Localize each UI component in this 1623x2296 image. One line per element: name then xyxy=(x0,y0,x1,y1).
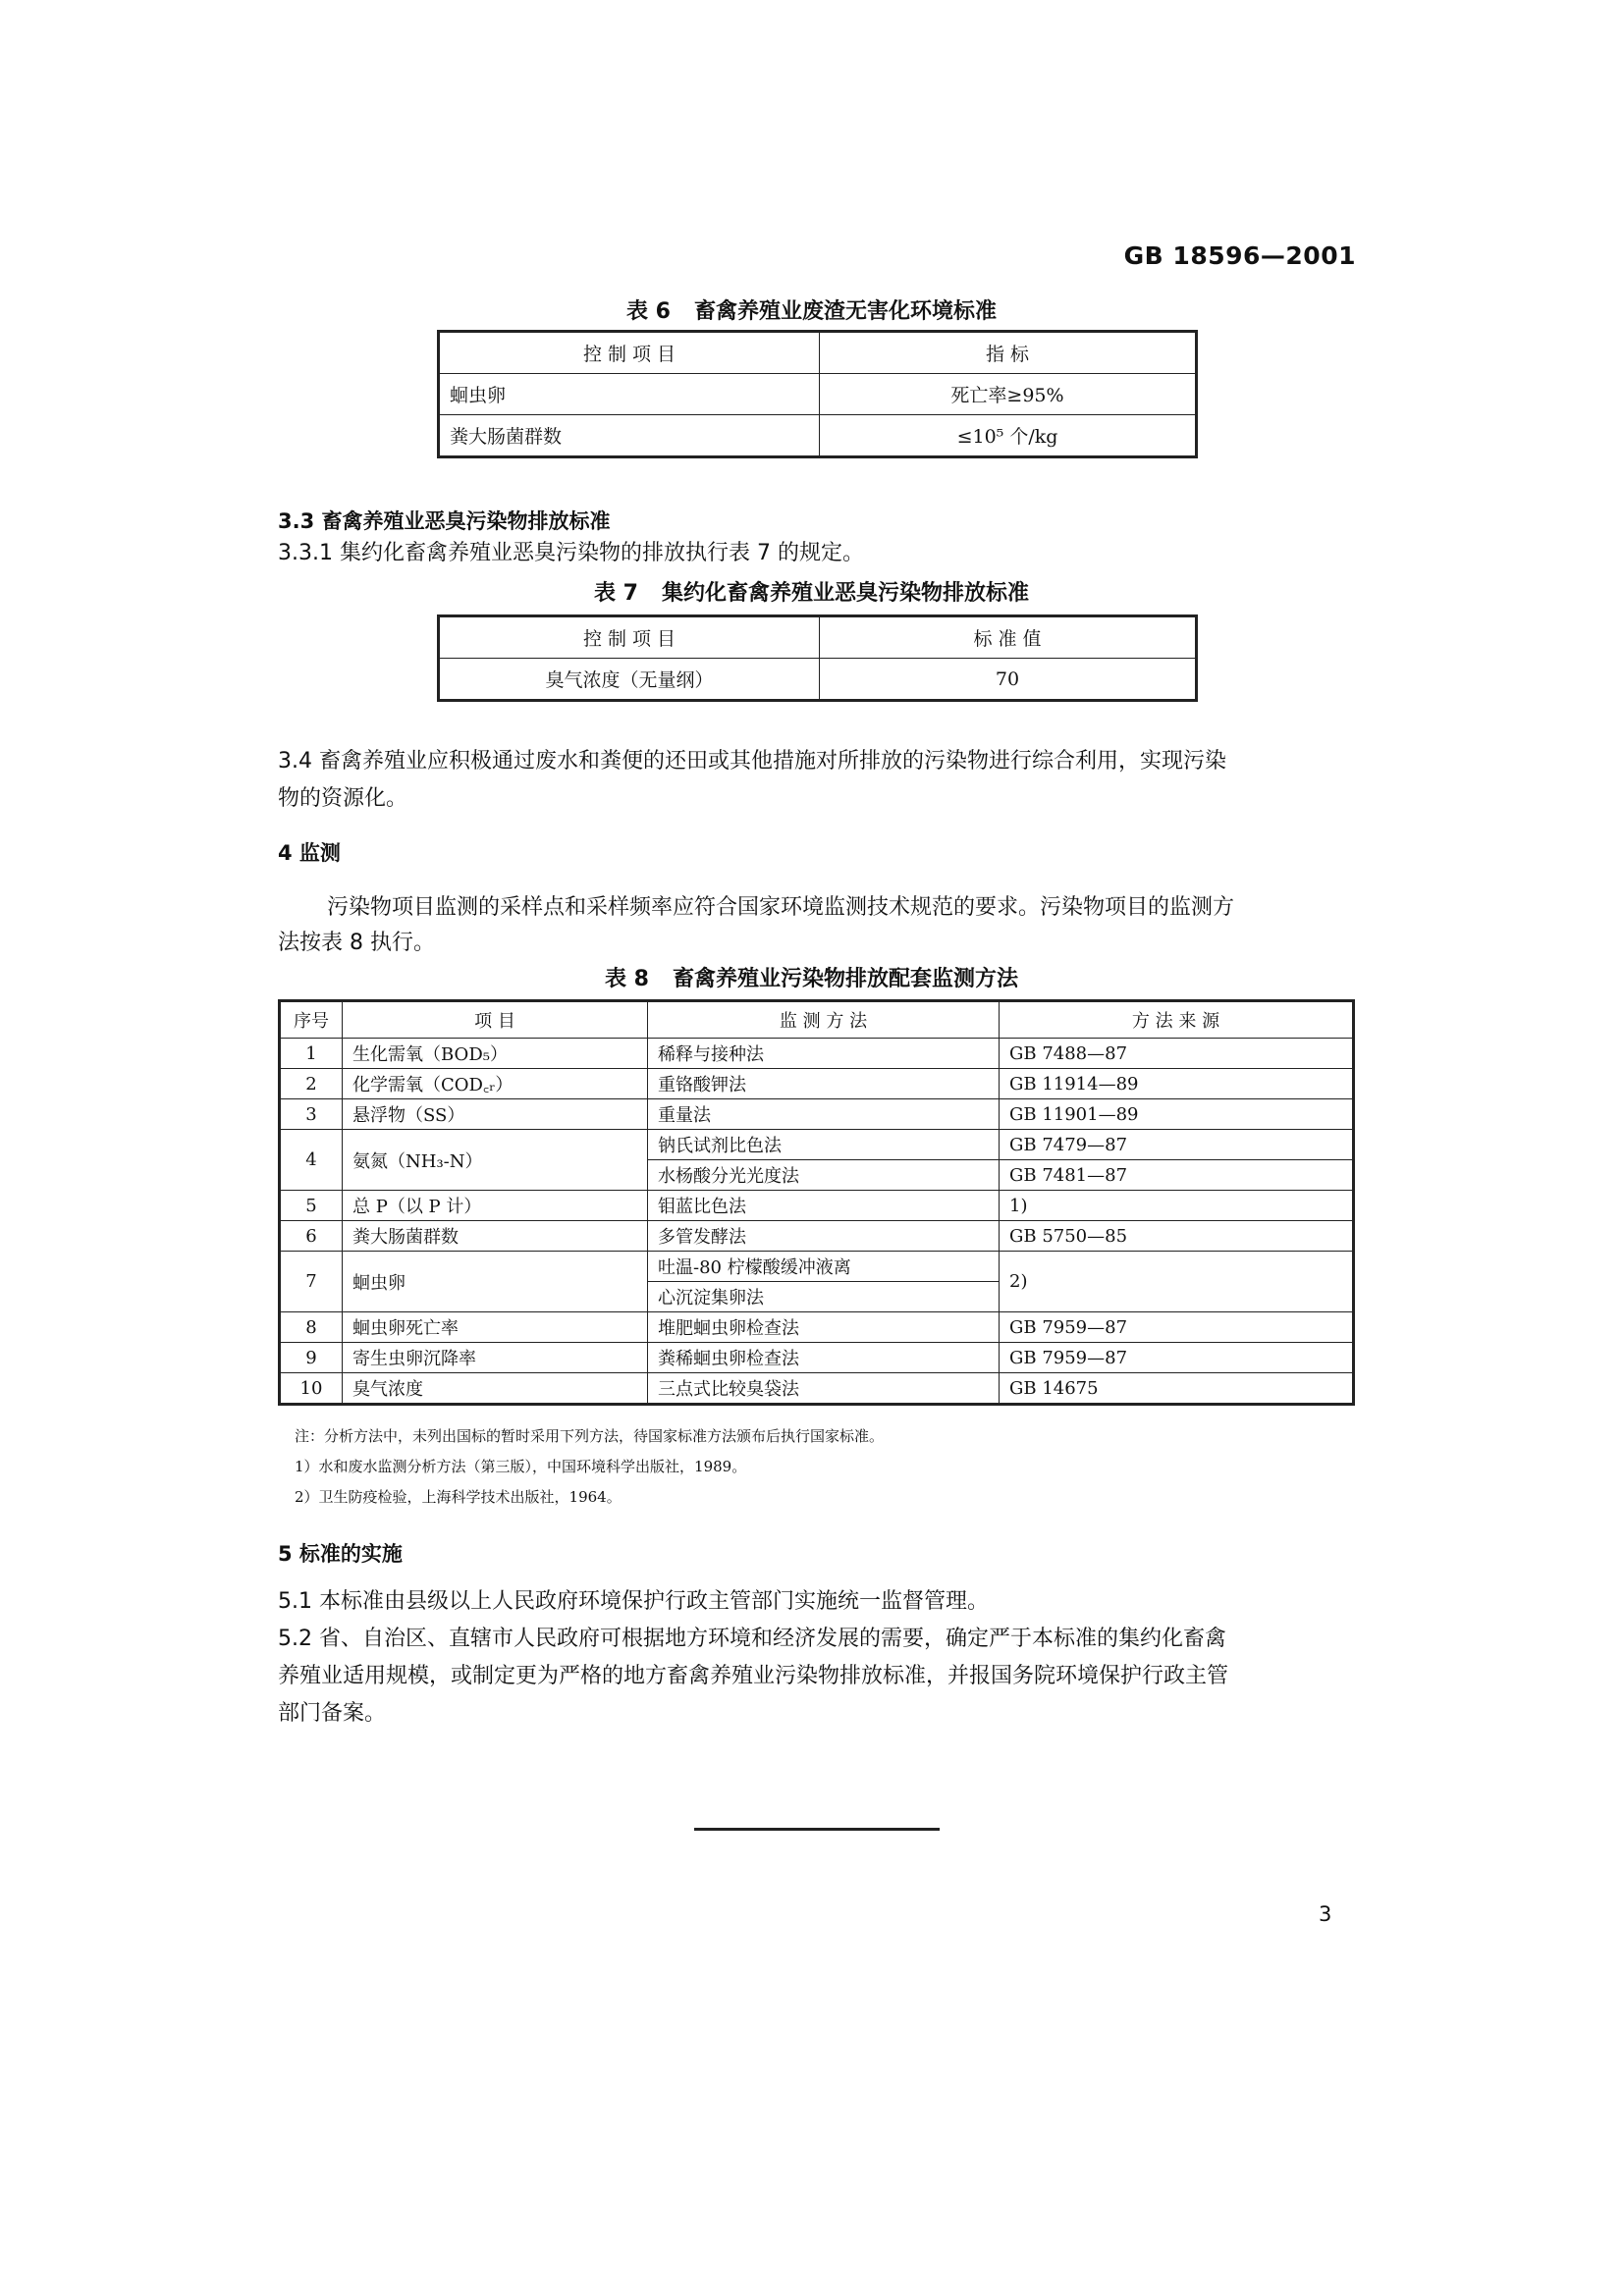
table-row xyxy=(280,1130,1354,1160)
table6-item: 蛔虫卵 xyxy=(439,374,820,415)
row-no: 3 xyxy=(280,1099,343,1130)
table-row xyxy=(280,1191,1354,1221)
row-item: 蛔虫卵 xyxy=(343,1252,648,1312)
row-no: 4 xyxy=(280,1130,343,1191)
table-row xyxy=(439,374,1197,415)
row-source: GB 7959—87 xyxy=(1000,1312,1354,1343)
standard-code: GB 18596—2001 xyxy=(1123,241,1356,270)
page-number: 3 xyxy=(1319,1902,1332,1926)
section-4-line2: 法按表 8 执行。 xyxy=(278,931,435,955)
row-item: 蛔虫卵死亡率 xyxy=(343,1312,648,1343)
table8-footnote-2: 2）卫生防疫检验，上海科学技术出版社，1964。 xyxy=(295,1488,622,1506)
table8-footnote-1: 1）水和废水监测分析方法（第三版），中国环境科学出版社，1989。 xyxy=(295,1458,747,1475)
section-3-3-heading: 3.3 畜禽养殖业恶臭污染物排放标准 xyxy=(278,509,611,533)
row-source: 1) xyxy=(1000,1191,1354,1221)
row-no: 10 xyxy=(280,1373,343,1405)
row-method: 粪稀蛔虫卵检查法 xyxy=(648,1343,1000,1373)
table6-title: 畜禽养殖业废渣无害化环境标准 xyxy=(693,299,997,324)
table8-header-item: 项 目 xyxy=(343,1001,648,1039)
table6-item: 粪大肠菌群数 xyxy=(439,415,820,457)
table6-caption xyxy=(0,294,1623,325)
row-source: 2) xyxy=(1000,1252,1354,1312)
table-header-row xyxy=(439,332,1197,374)
row-no: 8 xyxy=(280,1312,343,1343)
table8-header-method: 监 测 方 法 xyxy=(648,1001,1000,1039)
table6-col-item: 控 制 项 目 xyxy=(439,332,820,374)
table6-col-value: 指 标 xyxy=(820,332,1197,374)
row-method: 三点式比较臭袋法 xyxy=(648,1373,1000,1405)
section-4-heading: 4 监测 xyxy=(278,841,341,865)
table8 xyxy=(278,999,1355,1406)
row-no: 9 xyxy=(280,1343,343,1373)
table-row xyxy=(280,1312,1354,1343)
table6 xyxy=(437,330,1198,458)
table-header-row xyxy=(439,616,1197,659)
clause-5-2-line1: 5.2 省、自治区、直辖市人民政府可根据地方环境和经济发展的需要，确定严于本标准的集约化畜禽 xyxy=(278,1627,1226,1651)
section-3-4-line2: 物的资源化。 xyxy=(278,786,408,811)
row-source: GB 7479—87 xyxy=(1000,1130,1354,1160)
table-row xyxy=(280,1221,1354,1252)
table8-caption xyxy=(0,962,1623,992)
clause-3-3-1: 3.3.1 集约化畜禽养殖业恶臭污染物的排放执行表 7 的规定。 xyxy=(278,541,864,565)
row-method: 稀释与接种法 xyxy=(648,1039,1000,1069)
row-item: 寄生虫卵沉降率 xyxy=(343,1343,648,1373)
table8-title: 畜禽养殖业污染物排放配套监测方法 xyxy=(672,967,1018,991)
clause-5-2-line3: 部门备案。 xyxy=(278,1701,387,1726)
table7-caption xyxy=(0,576,1623,607)
row-method: 重量法 xyxy=(648,1099,1000,1130)
clause-5-2-line2: 养殖业适用规模，或制定更为严格的地方畜禽养殖业污染物排放标准，并报国务院环境保护行政主管 xyxy=(278,1664,1229,1688)
section-5-heading: 5 标准的实施 xyxy=(278,1542,403,1566)
section-3-4-line1: 3.4 畜禽养殖业应积极通过废水和粪便的还田或其他措施对所排放的污染物进行综合利用，实现污染 xyxy=(278,749,1226,774)
row-item: 总 P（以 P 计） xyxy=(343,1191,648,1221)
table-row xyxy=(439,659,1197,701)
table6-value: 死亡率≥95% xyxy=(820,374,1197,415)
end-rule xyxy=(694,1828,940,1831)
row-item: 氨氮（NH₃-N） xyxy=(343,1130,648,1191)
row-source: GB 7488—87 xyxy=(1000,1039,1354,1069)
table6-number: 表 6 xyxy=(626,299,671,324)
row-no: 5 xyxy=(280,1191,343,1221)
table8-header-source: 方 法 来 源 xyxy=(1000,1001,1354,1039)
row-no: 6 xyxy=(280,1221,343,1252)
table8-number: 表 8 xyxy=(605,967,649,991)
table7-value: 70 xyxy=(820,659,1197,701)
row-method: 钼蓝比色法 xyxy=(648,1191,1000,1221)
row-source: GB 11901—89 xyxy=(1000,1099,1354,1130)
table-row xyxy=(280,1069,1354,1099)
section-4-line1: 污染物项目监测的采样点和采样频率应符合国家环境监测技术规范的要求。污染物项目的监测方 xyxy=(327,895,1235,920)
row-method: 吐温-80 柠檬酸缓冲液离 xyxy=(648,1252,1000,1282)
row-method: 钠氏试剂比色法 xyxy=(648,1130,1000,1160)
row-source: GB 7481—87 xyxy=(1000,1160,1354,1191)
table6-value: ≤10⁵ 个/kg xyxy=(820,415,1197,457)
row-item: 悬浮物（SS） xyxy=(343,1099,648,1130)
table-row xyxy=(280,1099,1354,1130)
table7-col-item: 控 制 项 目 xyxy=(439,616,820,659)
row-item: 生化需氧（BOD₅） xyxy=(343,1039,648,1069)
row-no: 7 xyxy=(280,1252,343,1312)
table7-col-value: 标 准 值 xyxy=(820,616,1197,659)
table7-item: 臭气浓度（无量纲） xyxy=(439,659,820,701)
row-source: GB 7959—87 xyxy=(1000,1343,1354,1373)
row-item: 臭气浓度 xyxy=(343,1373,648,1405)
table8-note: 注：分析方法中，未列出国标的暂时采用下列方法，待国家标准方法颁布后执行国家标准。 xyxy=(295,1427,885,1445)
row-source: GB 11914—89 xyxy=(1000,1069,1354,1099)
table-header-row xyxy=(280,1001,1354,1039)
row-source: GB 14675 xyxy=(1000,1373,1354,1405)
clause-5-1: 5.1 本标准由县级以上人民政府环境保护行政主管部门实施统一监督管理。 xyxy=(278,1589,989,1614)
row-method: 水杨酸分光光度法 xyxy=(648,1160,1000,1191)
row-item: 粪大肠菌群数 xyxy=(343,1221,648,1252)
row-no: 2 xyxy=(280,1069,343,1099)
row-no: 1 xyxy=(280,1039,343,1069)
row-method: 堆肥蛔虫卵检查法 xyxy=(648,1312,1000,1343)
table7 xyxy=(437,614,1198,702)
row-source: GB 5750—85 xyxy=(1000,1221,1354,1252)
table-row xyxy=(280,1252,1354,1282)
table7-number: 表 7 xyxy=(594,581,638,606)
row-method: 多管发酵法 xyxy=(648,1221,1000,1252)
table-row xyxy=(280,1343,1354,1373)
table8-header-no: 序号 xyxy=(280,1001,343,1039)
table-row xyxy=(439,415,1197,457)
row-method: 重铬酸钾法 xyxy=(648,1069,1000,1099)
table7-title: 集约化畜禽养殖业恶臭污染物排放标准 xyxy=(661,581,1029,606)
row-item: 化学需氧（COD꜀ᵣ） xyxy=(343,1069,648,1099)
row-method: 心沉淀集卵法 xyxy=(648,1282,1000,1312)
table-row xyxy=(280,1373,1354,1405)
table-row xyxy=(280,1039,1354,1069)
